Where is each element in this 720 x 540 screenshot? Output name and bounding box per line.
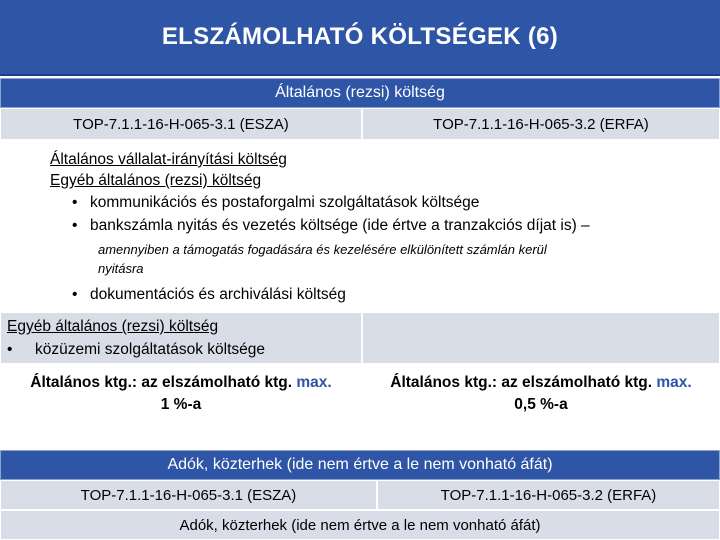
bullet-icon: • <box>72 217 78 234</box>
rate-value: 1 %-a <box>160 396 202 413</box>
rate-cell-erfa <box>362 364 720 424</box>
title-bar <box>0 0 720 76</box>
utility-cost-cell <box>0 312 362 364</box>
bank-account-note-cont: nyitásra <box>98 261 144 276</box>
rate-cell-esza <box>0 364 362 424</box>
corporate-mgmt-cost: Általános vállalat-irányítási költség <box>50 151 287 168</box>
bullet-icon: • <box>72 286 78 303</box>
list-item <box>72 216 590 236</box>
rate-esza <box>30 372 331 416</box>
list-item-text: bankszámla nyitás és vezetés költsége (ide értve a tranzakciós díjat is) – <box>90 217 590 234</box>
rate-max: max. <box>656 374 692 391</box>
tax-header: Adók, közterhek (ide nem értve a le nem vonható áfát) <box>0 450 720 480</box>
rate-value: 0,5 %-a <box>514 396 568 413</box>
rate-label: Általános ktg.: az elszámolható ktg. <box>30 374 293 391</box>
rate-max: max. <box>296 374 332 391</box>
other-overhead-cost: Egyéb általános (rezsi) költség <box>50 172 262 189</box>
general-cost-list <box>0 140 720 312</box>
tax-col-header-esza: TOP-7.1.1-16-H-065-3.1 (ESZA) <box>0 480 377 510</box>
list-item <box>72 193 479 213</box>
list-item <box>72 285 346 305</box>
rate-label: Általános ktg.: az elszámolható ktg. <box>390 374 653 391</box>
col-header-erfa: TOP-7.1.1-16-H-065-3.2 (ERFA) <box>362 108 720 140</box>
list-item <box>7 340 265 360</box>
empty-cell <box>362 312 720 364</box>
other-overhead-cost-left: Egyéb általános (rezsi) költség <box>7 318 219 335</box>
bullet-icon: • <box>72 194 78 211</box>
list-item-text: kommunikációs és postaforgalmi szolgáltatások költsége <box>90 194 480 211</box>
rate-erfa <box>390 372 691 416</box>
page-title: ELSZÁMOLHATÓ KÖLTSÉGEK (6) <box>161 23 559 50</box>
bullet-icon: • <box>7 341 13 358</box>
list-item-text: közüzemi szolgáltatások költsége <box>35 341 266 358</box>
col-header-esza: TOP-7.1.1-16-H-065-3.1 (ESZA) <box>0 108 362 140</box>
list-item-text: dokumentációs és archiválási költség <box>90 286 346 303</box>
tax-footer-row: Adók, közterhek (ide nem értve a le nem vonható áfát) <box>0 510 720 540</box>
tax-col-header-erfa: TOP-7.1.1-16-H-065-3.2 (ERFA) <box>377 480 720 510</box>
general-cost-header: Általános (rezsi) költség <box>0 78 720 108</box>
bank-account-note: amennyiben a támogatás fogadására és kezelésére elkülönített számlán kerül <box>98 242 547 257</box>
